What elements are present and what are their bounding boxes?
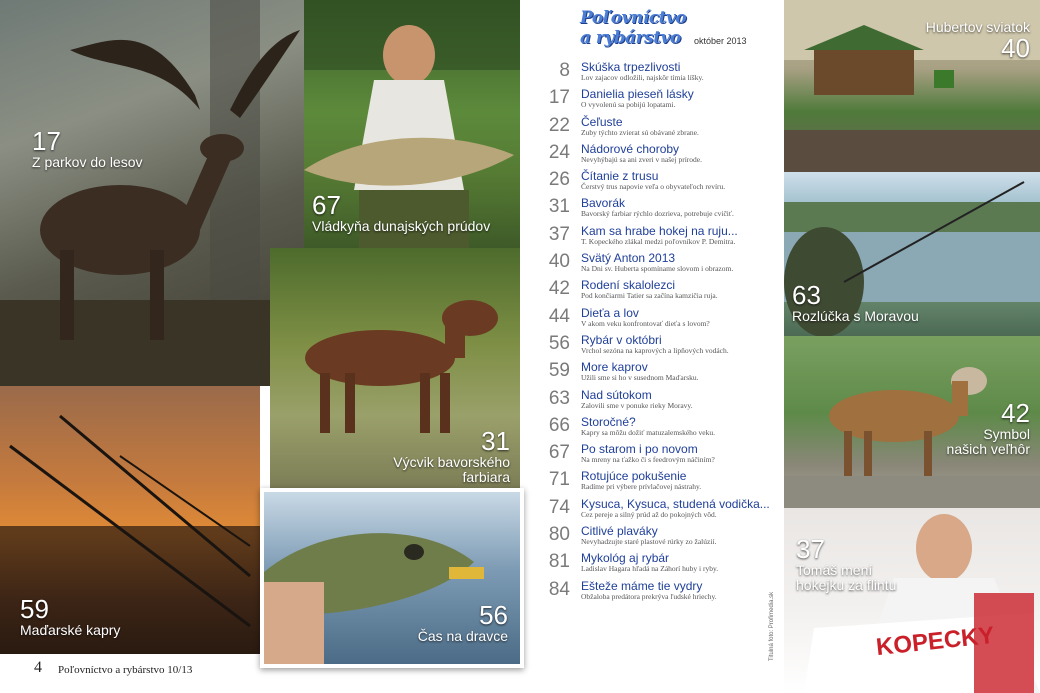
toc-page: 66 <box>548 414 570 436</box>
toc-title: Kysuca, Kysuca, studená vodička... <box>581 496 770 511</box>
toc-desc: Radíme pri výbere prívlačovej nástrahy. <box>581 482 702 492</box>
photo-credit-text: Titulná foto: Profimedia.sk <box>769 591 775 661</box>
toc-item[interactable] <box>534 442 774 469</box>
photo-caption: Vládkyňa dunajských prúdov <box>312 218 491 235</box>
photo-caption-line1: Tomáš mení <box>796 562 873 579</box>
toc-title: Dieťa a lov <box>581 305 639 320</box>
photo-fallow-deer <box>0 0 304 386</box>
photo-fisherman-barbel <box>304 0 520 248</box>
toc-page: 26 <box>548 169 570 191</box>
toc-page: 42 <box>548 278 570 300</box>
toc-page: 40 <box>548 251 570 273</box>
toc-title: More kaprov <box>581 360 648 375</box>
toc-desc: Čerstvý trus napovie veľa o obyvateľoch revíru. <box>581 182 726 192</box>
toc-desc: V akom veku konfrontovať dieťa s lovom? <box>581 318 710 328</box>
photo-page-number: 40 <box>1001 32 1030 63</box>
toc-desc: Zuby týchto zvierat sú obávané zbrane. <box>581 127 699 137</box>
toc-page: 24 <box>548 141 570 163</box>
toc-title: Citlivé plaváky <box>581 524 658 539</box>
toc-item[interactable] <box>534 224 774 251</box>
photo-caption-line2: hokejku za flintu <box>796 576 897 593</box>
toc-page: 31 <box>548 196 570 218</box>
toc-desc: Kapry sa môžu dožiť matuzalemského veku. <box>581 427 715 437</box>
photo-page-number: 37 <box>796 534 825 564</box>
toc-desc: Nevyhadzujte staré plastové rúrky zo žalúzií. <box>581 537 717 547</box>
toc-desc: Lov zajacov odložili, najskôr tímia líšky. <box>581 73 704 82</box>
toc-desc: Obžaloba predátora prekrýva ľudské hriechy. <box>581 591 717 601</box>
toc-title: Bavorák <box>581 196 626 211</box>
photo-carp-rods-sunset <box>0 386 260 654</box>
toc-page: 59 <box>548 360 570 382</box>
photo-bavarian-hound <box>270 248 520 488</box>
masthead-line1: Poľovníctvo <box>580 8 687 28</box>
toc-page: 37 <box>548 223 570 245</box>
toc-title: Ešteže máme tie vydry <box>581 578 703 593</box>
photo-caption: Čas na dravce <box>417 628 508 645</box>
photo-credit <box>766 560 778 670</box>
toc-desc: Bavorský farbiar rýchlo dozrieva, potrebuje cvičiť. <box>581 209 734 219</box>
toc-item[interactable] <box>534 360 774 387</box>
toc-item[interactable] <box>534 87 774 114</box>
toc-title: Svätý Anton 2013 <box>581 251 676 266</box>
jersey-name: KOPECKY <box>874 621 996 662</box>
photo-caption-line1: Symbol <box>983 426 1030 443</box>
photo-hubertus-celebration <box>784 0 1040 172</box>
toc-page: 81 <box>548 551 570 573</box>
toc-desc: Nevyhýbajú sa ani zveri v našej prírode. <box>581 154 702 164</box>
toc-title: Čítanie z trusu <box>581 169 659 184</box>
toc-item[interactable] <box>534 196 774 223</box>
toc-item[interactable] <box>534 415 774 442</box>
toc-desc: Pod končiarmi Tatier sa začína kamzičia ruja. <box>581 291 718 301</box>
masthead <box>580 8 780 52</box>
toc-title: Nádorové choroby <box>581 141 680 156</box>
toc-desc: O vyvolenú sa pobijú lopatami. <box>581 100 676 110</box>
toc-title: Danielia pieseň lásky <box>581 87 694 102</box>
photo-morava-river-fishing <box>784 172 1040 336</box>
toc-page: 8 <box>559 60 570 81</box>
toc-desc: Cez pereje a silný prúd až do pokojných vôd. <box>581 509 717 519</box>
toc-desc: Ladislav Hagara hľadá na Záhorí huby i ryby. <box>581 564 719 574</box>
toc-item[interactable] <box>534 551 774 578</box>
deer-illustration <box>0 0 304 386</box>
photo-caption: Z parkov do lesov <box>32 154 143 171</box>
toc-item[interactable] <box>534 497 774 524</box>
toc-title: Kam sa hrabe hokej na ruju... <box>581 223 738 238</box>
toc-title: Storočné? <box>581 414 636 429</box>
photo-page-number: 59 <box>20 594 49 624</box>
toc-title: Rotujúce pokušenie <box>581 469 687 484</box>
toc-item[interactable] <box>534 278 774 305</box>
toc-page: 63 <box>548 387 570 409</box>
toc-title: Po starom i po novom <box>581 442 698 457</box>
toc-page: 80 <box>548 524 570 546</box>
toc-item[interactable] <box>534 388 774 415</box>
photo-caption: Maďarské kapry <box>20 622 121 639</box>
toc-title: Rybár v októbri <box>581 332 662 347</box>
photo-pike-lure <box>260 488 524 668</box>
toc-item[interactable] <box>534 169 774 196</box>
toc-page: 71 <box>548 469 570 491</box>
photo-caption: Rozlúčka s Moravou <box>792 308 919 325</box>
toc-page: 17 <box>548 87 570 109</box>
toc-item[interactable] <box>534 524 774 551</box>
toc-page: 44 <box>548 305 570 327</box>
toc-page: 22 <box>548 114 570 136</box>
toc-item[interactable] <box>534 251 774 278</box>
footer-magazine-title: Poľovníctvo a rybárstvo 10/13 <box>58 664 193 676</box>
toc-item[interactable] <box>534 142 774 169</box>
photo-caption: Výcvik bavorského farbiara <box>393 454 510 485</box>
toc-title: Mykológ aj rybár <box>581 551 670 566</box>
toc-title: Rodení skalolezci <box>581 278 676 293</box>
page-number: 4 <box>34 659 42 676</box>
toc-page: 67 <box>548 442 570 464</box>
photo-caption: Hubertov sviatok <box>925 19 1030 35</box>
photo-page-number: 17 <box>32 126 61 156</box>
toc-desc: Užili sme si ho v susednom Maďarsku. <box>581 373 699 383</box>
issue-date: október 2013 <box>694 36 747 46</box>
toc-page: 74 <box>548 496 570 518</box>
masthead-line2: a rybárstvo <box>580 28 681 48</box>
toc-page: 84 <box>548 578 570 600</box>
toc-title: Skúška trpezlivosti <box>581 60 681 74</box>
toc-item[interactable] <box>534 115 774 142</box>
toc-title: Nad sútokom <box>581 387 652 402</box>
photo-caption-line2: našich veľhôr <box>946 440 1030 457</box>
toc-item[interactable] <box>534 333 774 360</box>
toc-item[interactable] <box>534 579 774 606</box>
table-of-contents <box>534 60 774 606</box>
toc-page: 56 <box>548 332 570 354</box>
photo-page-number: 42 <box>1001 398 1030 428</box>
toc-item[interactable] <box>534 306 774 333</box>
toc-item[interactable] <box>534 60 774 87</box>
toc-desc: Na Dni sv. Huberta spomíname slovom i obrazom. <box>581 264 734 274</box>
photo-chamois <box>784 336 1040 508</box>
toc-item[interactable] <box>534 469 774 496</box>
photo-page-number: 67 <box>312 190 341 220</box>
toc-desc: Na mreny na ťažko či s feedrovým náčiním? <box>581 455 715 465</box>
toc-desc: Zalovili sme v ponuke rieky Moravy. <box>581 400 693 410</box>
photo-page-number: 56 <box>479 600 508 630</box>
photo-page-number: 63 <box>792 280 821 310</box>
toc-desc: Vrchol sezóna na kaprových a lipňových vodách. <box>581 345 729 355</box>
toc-title: Čeľuste <box>581 114 623 129</box>
toc-desc: T. Kopeckého zlákal medzi poľovníkov P. Demitra. <box>581 236 736 246</box>
photo-page-number: 31 <box>481 426 510 456</box>
photo-tomas-kopecky <box>784 508 1040 693</box>
